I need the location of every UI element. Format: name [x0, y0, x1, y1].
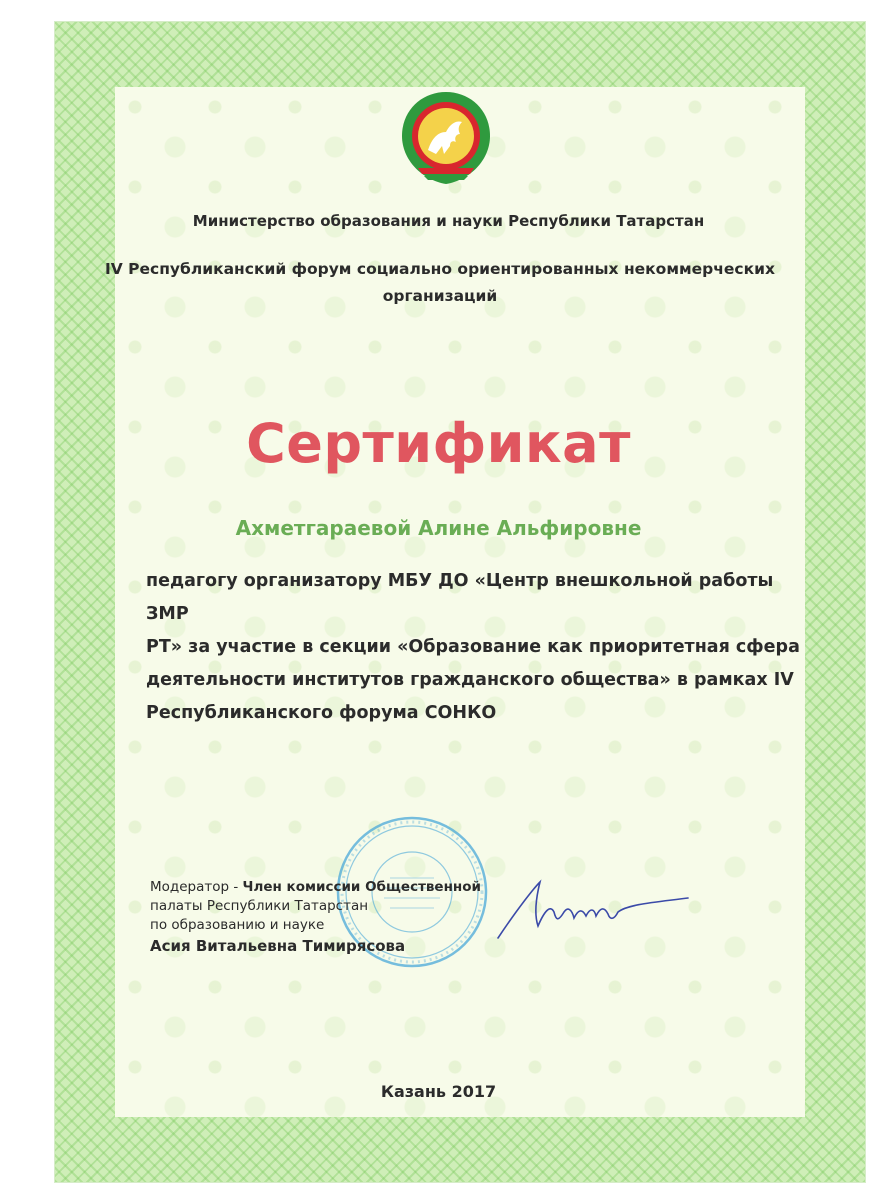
- forum-name-line2: организаций: [382, 287, 498, 305]
- forum-name-line1: IV Республиканский форум социально ориентированных некоммерческих: [105, 260, 775, 278]
- signer-role-line2: палаты Республики Татарстан: [150, 898, 369, 914]
- signer-role-prefix: Модератор -: [150, 879, 243, 895]
- signature-block: [150, 878, 481, 956]
- signer-role: [150, 878, 481, 897]
- handwritten-signature-icon: [488, 868, 698, 948]
- signer-role-line3: по образованию и науке: [150, 917, 325, 933]
- forum-name: [40, 256, 840, 310]
- recipient-name: Ахметгараевой Алине Альфировне: [235, 516, 642, 540]
- certificate-text-line4: Республиканского форума СОНКО: [146, 703, 497, 723]
- certificate-text-line1: педагогу организатору МБУ ДО «Центр внешкольной работы ЗМР: [146, 571, 774, 624]
- certificate-title: Сертификат: [246, 412, 631, 475]
- signer-role-title: Член комиссии Общественной: [242, 879, 481, 895]
- ministry-name: Министерство образования и науки Республики Татарстан: [192, 212, 705, 230]
- certificate-text-line3: деятельности институтов гражданского общества» в рамках IV: [146, 670, 794, 690]
- place-and-year: Казань 2017: [380, 1082, 497, 1101]
- tatarstan-emblem-icon: [398, 88, 494, 188]
- signer-name: Асия Витальевна Тимирясова: [150, 937, 406, 955]
- certificate-text-line2: РТ» за участие в секции «Образование как приоритетная сфера: [146, 637, 800, 657]
- certificate-text: [146, 565, 806, 730]
